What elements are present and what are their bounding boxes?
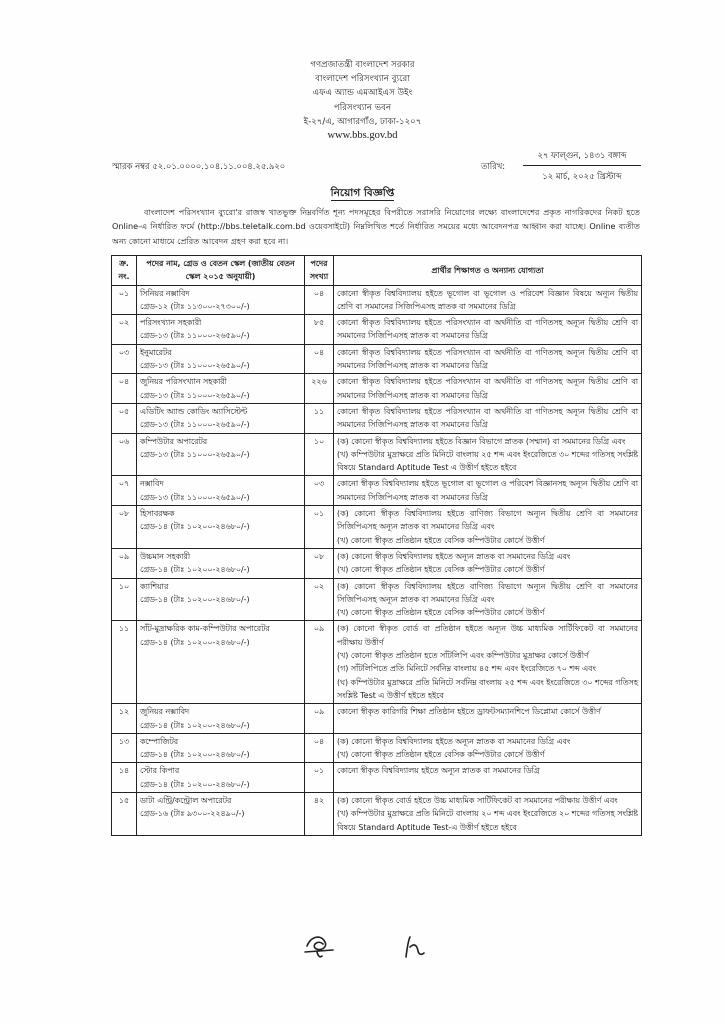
row-post-cell	[137, 344, 305, 374]
row-qualification-cell	[334, 403, 642, 433]
row-serial: ০২	[112, 315, 137, 345]
table-row	[112, 733, 642, 763]
row-post-count: ০৪	[305, 733, 334, 763]
qualification-line: (ক) কোনো স্বীকৃত বিশ্ববিদ্যালয় হইতে বিজ্ঞান বিভাগে স্নাতক (সম্মান) বা সমমানের ডিগ্রি এবং	[337, 436, 626, 446]
post-grade: গ্রেড-১৪ (টাঃ ১০২০০-২৪৬৮০/-)	[140, 637, 250, 647]
post-grade: গ্রেড-১৬ (টাঃ ৯৩০০-২২৪৯০/-)	[140, 809, 245, 819]
post-grade: গ্রেড-১২ (টাঃ ১১৩০০-২৭৩০০/-)	[140, 301, 250, 311]
row-post-cell	[137, 621, 305, 704]
row-qualification-cell	[334, 704, 642, 734]
row-post-count: ৪২	[305, 792, 334, 835]
qualification-line: (খ) কোনো স্বীকৃত প্রতিষ্ঠান হইতে বেসিক কম্পিউটার কোর্সে উত্তীর্ণ	[337, 750, 545, 760]
qualification-line: (ঘ) কম্পিউটার মুদ্রাক্ষরে প্রতি মিনিটে সর্বনিম্ন বাংলায় ২৫ শব্দ এবং ইংরেজিতে ৩০ শব্দের গতিসহ সংশ্লিষ্ট Test এ উত্তীর্ণ হইতে হইবে	[337, 677, 638, 700]
post-grade: গ্রেড-১৪ (টাঃ ১০২০০-২৪৬৮০/-)	[140, 522, 250, 532]
post-name: ইনুমারেটর	[140, 347, 172, 357]
row-post-count: ০১	[305, 506, 334, 549]
header-line: বাংলাদেশ পরিসংখ্যান ব্যুরো	[315, 74, 410, 85]
table-row	[112, 315, 642, 345]
row-qualification-cell	[334, 433, 642, 476]
row-post-cell	[137, 578, 305, 621]
post-grade: গ্রেড-১৪ (টাঃ ১০২০০-২৪৬৮০/-)	[140, 565, 250, 575]
row-qualification-cell	[334, 621, 642, 704]
qualification-line: (খ) কোনো স্বীকৃত প্রতিষ্ঠান হইতে বেসিক কম্পিউটার কোর্সে উত্তীর্ণ	[337, 565, 545, 575]
row-post-cell	[137, 763, 305, 793]
row-serial: ১১	[112, 621, 137, 704]
header-line: ই-২৭/এ, আগারগাঁও, ঢাকা-১২০৭	[303, 116, 422, 127]
qualification-line: কোনো স্বীকৃত বিশ্ববিদ্যালয় হইতে অন্যূন স্নাতক বা সমমানের ডিগ্রি	[337, 766, 540, 776]
row-post-count: ০৯	[305, 704, 334, 734]
post-grade: গ্রেড-১৩ (টাঃ ১১০০০-২৬৫৯০/-)	[140, 449, 250, 459]
post-grade: গ্রেড-১৪ (টাঃ ১০২০০-২৪৬৮০/-)	[140, 779, 250, 789]
qualification-line: (খ) কোনো স্বীকৃত প্রতিষ্ঠান হতে সাঁটলিপি এবং কম্পিউটার মুদ্রাক্ষর কোর্সে উত্তীর্ণ	[337, 651, 589, 661]
qualification-line: কোনো স্বীকৃত বিশ্ববিদ্যালয় হইতে পরিসংখ্যান বা অর্থনীতি বা গণিতসহ অন্যূন দ্বিতীয় শ্রেণি বা সমমানের সিজিপিএসহ স্নাতক বা সমমানের ডিগ্রি	[337, 318, 638, 341]
post-name: উচ্চমান সহকারী	[140, 551, 191, 561]
date-label: তারিখ:	[481, 161, 506, 171]
row-serial: ০৬	[112, 433, 137, 476]
post-name: ক্যাশিয়ার	[140, 581, 169, 591]
row-qualification-cell	[334, 315, 642, 345]
row-post-cell	[137, 548, 305, 578]
table-row	[112, 704, 642, 734]
row-qualification-cell	[334, 763, 642, 793]
post-grade: গ্রেড-১৩ (টাঃ ১১০০০-২৬৫৯০/-)	[140, 420, 250, 430]
row-post-cell	[137, 733, 305, 763]
row-post-cell	[137, 792, 305, 835]
table-row	[112, 374, 642, 404]
table-row	[112, 433, 642, 476]
header-line: গণপ্রজাতন্ত্রী বাংলাদেশ সরকার	[310, 60, 415, 70]
date-gregorian: ১২ মার্চ, ২০২৫ খ্রিস্টাব্দ	[542, 171, 622, 181]
row-qualification-cell	[334, 374, 642, 404]
table-row	[112, 403, 642, 433]
qualification-line: (গ) সাঁটলিপিতে প্রতি মিনিটে সর্বনিম্ন বাংলায় ৪৫ শব্দ এবং ইংরেজিতে ৭০ শব্দ এবং	[337, 664, 596, 674]
row-qualification-cell	[334, 476, 642, 506]
notice-title	[0, 186, 725, 203]
office-header	[0, 58, 725, 143]
table-row	[112, 792, 642, 835]
qualification-line: (ক) কোনো স্বীকৃত বিশ্ববিদ্যালয় হইতে অন্যূন স্নাতক বা সমমানের ডিগ্রি এবং	[337, 736, 571, 746]
qualification-line: (ক) কোনো স্বীকৃত বোর্ড হইতে উচ্চ মাধ্যমিক সার্টিফিকেট বা সমমানের পরীক্ষায় উত্তীর্ণ এবং	[337, 795, 618, 805]
post-grade: গ্রেড-১৩ (টাঃ ১১০০০-২৬৫৯০/-)	[140, 331, 250, 341]
row-post-count: ৮৫	[305, 315, 334, 345]
row-post-cell	[137, 476, 305, 506]
post-name: নক্সাবিদ	[140, 479, 164, 489]
qualification-line: (খ) কোনো স্বীকৃত প্রতিষ্ঠান হইতে বেসিক কম্পিউটার কোর্সে উত্তীর্ণ	[337, 608, 545, 618]
qualification-line: কোনো স্বীকৃত কারিগরি শিক্ষা প্রতিষ্ঠান হইতে ড্রাফটসম্যানশিপে ডিপ্লোমা কোর্সে উত্তীর্ণ	[337, 707, 601, 717]
qualification-line: (খ) কম্পিউটার মুদ্রাক্ষরে প্রতি মিনিটে বাংলায় ২০ শব্দ এবং ইংরেজিতে ২০ শব্দের গতিসহ সংশ্লিষ্ট বিষয়ে Standard Aptitude Test-এ উত্তীর্ণ হইতে হইবে	[337, 809, 638, 832]
row-post-count: ০২	[305, 578, 334, 621]
row-qualification-cell	[334, 578, 642, 621]
row-qualification-cell	[334, 506, 642, 549]
post-name: হিসাবরক্ষক	[140, 509, 175, 519]
row-qualification-cell	[334, 548, 642, 578]
row-post-count: ০৪	[305, 344, 334, 374]
qualification-line: কোনো স্বীকৃত বিশ্ববিদ্যালয় হইতে পরিসংখ্যান বা অর্থনীতি বা গণিতসহ অন্যূন দ্বিতীয় শ্রেণি বা সমমানের সিজিপিএসহ স্নাতক বা সমমানের ডিগ্রি	[337, 377, 638, 400]
row-post-cell	[137, 433, 305, 476]
row-serial: ০৫	[112, 403, 137, 433]
post-grade: গ্রেড-১৪ (টাঃ ১০২০০-২৪৬৮০/-)	[140, 594, 250, 604]
row-post-cell	[137, 704, 305, 734]
row-serial: ১৫	[112, 792, 137, 835]
row-post-count: ১১	[305, 403, 334, 433]
row-post-count: ০৮	[305, 548, 334, 578]
header-count: পদের সংখ্যা	[305, 256, 334, 286]
row-qualification-cell	[334, 344, 642, 374]
qualification-line: (খ) কম্পিউটার মুদ্রাক্ষরে প্রতি মিনিটে বাংলায় ২৫ শব্দ এবং ইংরেজিতে ৩০ শব্দের গতিসহ সংশ্লিষ্ট বিষয়ে Standard Aptitude Test এ উত্তীর্ণ হইতে হইবে	[337, 449, 638, 473]
qualification-line: কোনো স্বীকৃত বিশ্ববিদ্যালয় হইতে ভূগোল বা ভূগোল ও পরিবেশ বিজ্ঞান বিষয়ে অন্যূন দ্বিতীয় শ্রেণি বা সমমানের সিজিপিএসহ স্নাতক বা সমমানের ডিগ্রি	[337, 288, 638, 311]
table-body	[112, 285, 642, 835]
qualification-line: (ক) কোনো স্বীকৃত বিশ্ববিদ্যালয় হইতে বাণিজ্য বিভাগে অন্যূন দ্বিতীয় শ্রেণি বা সমমানের সিজিপিএসহ অন্যূন স্নাতক বা সমমানের ডিগ্রি এবং	[337, 581, 638, 604]
table-row	[112, 285, 642, 315]
row-qualification-cell	[334, 792, 642, 835]
post-name: জুনিয়র নক্সাবিদ	[140, 707, 190, 717]
post-grade: গ্রেড-১৩ (টাঃ ১১০০০-২৬৫৯০/-)	[140, 390, 250, 400]
qualification-line: (খ) কোনো স্বীকৃত প্রতিষ্ঠান হইতে বেসিক কম্পিউটার কোর্সে উত্তীর্ণ	[337, 535, 545, 545]
qualification-line: কোনো স্বীকৃত বিশ্ববিদ্যালয় হইতে পরিসংখ্যান বা অর্থনীতি বা গণিতসহ অন্যূন দ্বিতীয় শ্রেণি বা সমমানের সিজিপিএসহ স্নাতক বা সমমানের ডিগ্রি	[337, 347, 638, 371]
row-qualification-cell	[334, 285, 642, 315]
signature-initial-left	[303, 930, 339, 962]
row-serial: ১৩	[112, 733, 137, 763]
post-name: ডাটা এন্ট্রি/কন্ট্রোল অপারেটর	[140, 795, 232, 805]
row-post-count: ০৪	[305, 285, 334, 315]
qualification-line: (ক) কোনো স্বীকৃত বিশ্ববিদ্যালয় হইতে অন্যূন স্নাতক বা সমমানের ডিগ্রি এবং	[337, 551, 571, 561]
header-post: পদের নাম, গ্রেড ও বেতন স্কেল (জাতীয় বেতন স্কেল ২০১৫ অনুযায়ী)	[137, 256, 305, 286]
row-post-cell	[137, 374, 305, 404]
row-serial: ১২	[112, 704, 137, 734]
post-name: জুনিয়র পরিসংখ্যান সহকারী	[140, 377, 227, 387]
row-qualification-cell	[334, 733, 642, 763]
row-post-cell	[137, 506, 305, 549]
header-line: পরিসংখ্যান ভবন	[333, 102, 392, 113]
row-post-count: ০১	[305, 763, 334, 793]
row-post-cell	[137, 315, 305, 345]
post-name: সিনিয়র নক্সাবিদ	[140, 288, 190, 298]
table-row	[112, 476, 642, 506]
row-serial: ০৪	[112, 374, 137, 404]
post-grade: গ্রেড-১৩ (টাঃ ১১০০০-২৬৫৯০/-)	[140, 492, 250, 502]
row-serial: ০৭	[112, 476, 137, 506]
qualification-line: কোনো স্বীকৃত বিশ্ববিদ্যালয় হইতে পরিসংখ্যান বা অর্থনীতি বা গণিতসহ অন্যূন দ্বিতীয় শ্রেণি বা সমমানের সিজিপিএসহ স্নাতক বা সমমানের ডিগ্রি	[337, 406, 638, 430]
row-serial: ০১	[112, 285, 137, 315]
intro-paragraph: বাংলাদেশ পরিসংখ্যান ব্যুরো'র রাজস্ব খাতভুক্ত নিম্নবর্ণিত শূন্য পদসমূহের বিপরীতে সরাসরি নিয়োগের লক্ষ্যে বাংলাদেশের প্রকৃত নাগরিকদের নিকট হতে Online-এ নির্ধারিত ফর্মে (http://bbs.teletalk.com.bd ওয়েবসাইটে) নিম্নলিখিত শর্তে নির্ধারিত সময়ের মধ্যে আবেদনপত্র আহ্বান করা যাচ্ছে। Online ব্যতীত অন্য কোনো মাধ্যমে প্রেরিত আবেদন গ্রহণ করা হবে না।	[112, 207, 640, 246]
row-post-cell	[137, 285, 305, 315]
post-grade: গ্রেড-১৩ (টাঃ ১১০০০-২৬৫৯০/-)	[140, 361, 250, 371]
qualification-line: (ক) কোনো স্বীকৃত বিশ্ববিদ্যালয় হইতে বাণিজ্য বিভাগে অন্যূন দ্বিতীয় শ্রেণি বা সমমানের সিজিপিএসহ অন্যূন স্নাতক বা সমমানের ডিগ্রি এবং	[337, 509, 638, 532]
post-name: স্টোর কিপার	[140, 766, 180, 776]
row-post-cell	[137, 403, 305, 433]
row-post-count: ০৯	[305, 621, 334, 704]
post-grade: গ্রেড-১৪ (টাঃ ১০২০০-২৪৬৮০/-)	[140, 720, 250, 730]
memo-reference: স্মারক নম্বর ৫২.০১.০০০০.১০৪.১১.০০৪.২৫.৯২০	[112, 161, 286, 171]
post-name: কম্পিউটার অপারেটর	[140, 436, 208, 446]
row-post-count: ১০	[305, 433, 334, 476]
table-row	[112, 548, 642, 578]
vacancy-table	[111, 255, 642, 836]
row-serial: ১০	[112, 578, 137, 621]
table-row	[112, 506, 642, 549]
table-header-row	[112, 256, 642, 286]
table-row	[112, 578, 642, 621]
row-serial: ১৪	[112, 763, 137, 793]
table-row	[112, 763, 642, 793]
qualification-line: (ক) কোনো স্বীকৃত বোর্ড বা প্রতিষ্ঠান হইতে অন্যূন উচ্চ মাধ্যমিক সার্টিফিকেট বা সমমানের পরীক্ষায় উত্তীর্ণ	[337, 624, 638, 647]
post-grade: গ্রেড-১৪ (টাঃ ১০২০০-২৪৬৮০/-)	[140, 750, 250, 760]
table-row	[112, 621, 642, 704]
post-name: কম্পোজিটর	[140, 736, 179, 746]
notice-title-text: নিয়োগ বিজ্ঞপ্তি	[330, 187, 395, 199]
header-line: এফএ অ্যান্ড এমআইএস উইং	[312, 88, 413, 99]
row-post-count: ০৩	[305, 476, 334, 506]
website: www.bbs.gov.bd	[327, 130, 398, 142]
signature-initial-right	[400, 933, 426, 961]
row-serial: ০৮	[112, 506, 137, 549]
row-serial: ০৯	[112, 548, 137, 578]
post-name: সাঁট-মুদ্রাক্ষরিক কাম-কম্পিউটার অপারেটর	[140, 624, 270, 634]
header-serial: ক্র. নং.	[112, 256, 137, 286]
header-qualification: প্রার্থীর শিক্ষাগত ও অন্যান্য যোগ্যতা	[334, 256, 642, 286]
post-name: পরিসংখ্যান সহকারী	[140, 318, 202, 328]
row-post-count: ২২৬	[305, 374, 334, 404]
qualification-line: কোনো স্বীকৃত বিশ্ববিদ্যালয় হইতে ভূগোল বা ভূগোল ও পরিবেশ বিজ্ঞানসহ অন্যূন দ্বিতীয় শ্রেণি বা সমমানের সিজিপিএসহ স্নাতক বা সমমানের ডিগ্রি	[337, 479, 638, 502]
post-name: এডিটিং অ্যান্ড কোডিং অ্যাসিস্টেন্ট	[140, 406, 248, 416]
date-bangla: ২৭ ফাল্গুন, ১৪৩১ বঙ্গাব্দ	[523, 149, 641, 166]
table-row	[112, 344, 642, 374]
row-serial: ০৩	[112, 344, 137, 374]
